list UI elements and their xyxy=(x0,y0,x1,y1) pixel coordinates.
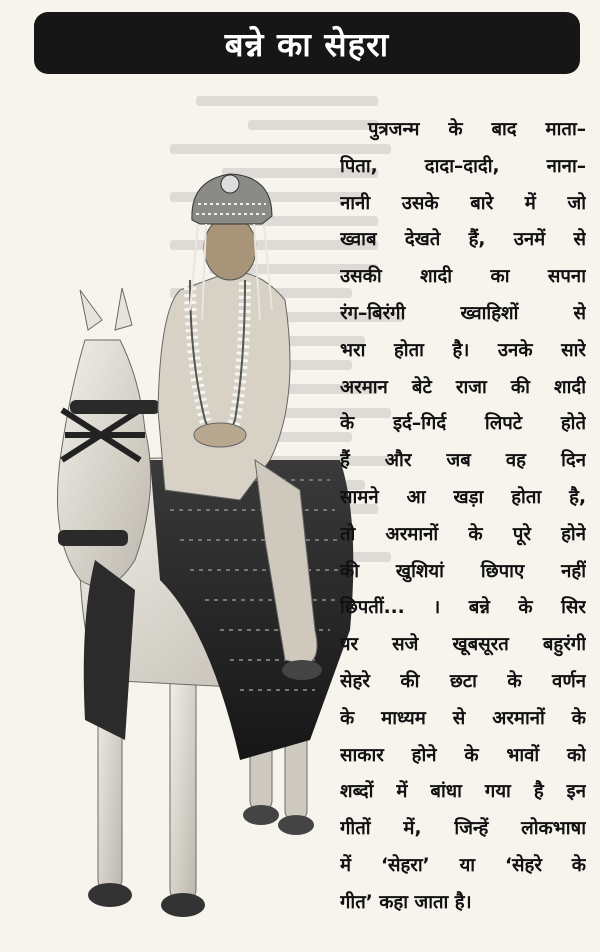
paragraph-line: गीतों में, जिन्हें लोकभाषा xyxy=(340,818,586,840)
paragraph-line: की खुशियां छिपाए नहीं xyxy=(340,560,586,582)
paragraph-line: साकार होने के भावों को xyxy=(340,744,586,766)
paragraph-line: उसकी शादी का सपना xyxy=(340,266,586,288)
paragraph-line: पिता, दादा–दादी, नाना– xyxy=(340,155,586,177)
paragraph-line: में ‘सेहरा’ या ‘सेहरे के xyxy=(340,854,586,876)
paragraph-line: नानी उसके बारे में जो xyxy=(340,192,586,214)
page-title: बन्ने का सेहरा xyxy=(224,24,390,64)
paragraph-line: हैं और जब वह दिन xyxy=(340,450,586,472)
paragraph-line: पर सजे खूबसूरत बहुरंगी xyxy=(340,634,586,656)
groom-on-horse-illustration xyxy=(40,160,370,940)
paragraph-line: शब्दों में बांधा गया है इन xyxy=(340,781,586,803)
paragraph-line: सेहरे की छटा के वर्णन xyxy=(340,670,586,692)
paragraph-line: ख्वाब देखते हैं, उनमें से xyxy=(340,229,586,251)
title-banner xyxy=(34,12,580,74)
paragraph-line: अरमान बेटे राजा की शादी xyxy=(340,376,586,398)
paragraph-line: सामने आ खड़ा होता है, xyxy=(340,486,586,508)
paragraph-line: तो अरमानों के पूरे होने xyxy=(340,523,586,545)
paragraph xyxy=(340,112,586,922)
paragraph-line: गीत’ कहा जाता है। xyxy=(340,891,472,913)
paragraph-line: छिपतीं... । बन्ने के सिर xyxy=(340,597,586,619)
paragraph-line: के इर्द–गिर्द लिपटे होते xyxy=(340,413,586,435)
paragraph-line: के माध्यम से अरमानों के xyxy=(340,707,586,729)
paragraph-line: रंग–बिरंगी ख्वाहिशों से xyxy=(340,302,586,324)
paragraph-line: पुत्रजन्म के बाद माता– xyxy=(368,119,586,140)
paragraph-line: भरा होता है। उनके सारे xyxy=(340,339,586,361)
